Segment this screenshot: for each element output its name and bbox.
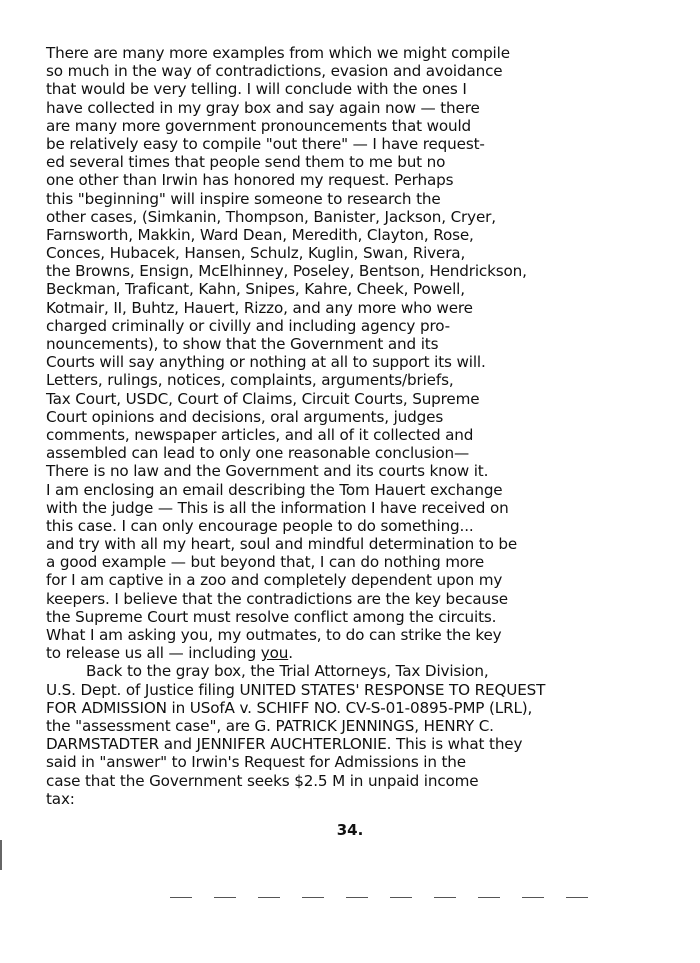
text-line: Kotmair, II, Buhtz, Hauert, Rizzo, and any more who were xyxy=(46,298,473,317)
text-line: Beckman, Traficant, Kahn, Snipes, Kahre, Cheek, Powell, xyxy=(46,280,465,299)
text-line: so much in the way of contradictions, evasion and avoidance xyxy=(46,62,503,81)
text-line: charged criminally or civilly and including agency pro- xyxy=(46,316,450,335)
footer-dashes xyxy=(170,897,630,899)
text-line: be relatively easy to compile "out there" — I have request- xyxy=(46,134,485,153)
handwritten-text-block xyxy=(46,44,658,808)
text-line: ed several times that people send them to me but no xyxy=(46,153,446,172)
text-line: I am enclosing an email describing the Tom Hauert exchange xyxy=(46,480,503,499)
text-line: Tax Court, USDC, Court of Claims, Circuit Courts, Supreme xyxy=(46,389,480,408)
text-line: tax: xyxy=(46,789,75,808)
text-line: have collected in my gray box and say again now — there xyxy=(46,98,480,117)
text-line: this "beginning" will inspire someone to research the xyxy=(46,189,441,208)
text-line: case that the Government seeks $2.5 M in unpaid income xyxy=(46,771,479,790)
text-line: with the judge — This is all the information I have received on xyxy=(46,498,509,517)
text-line: There is no law and the Government and its courts know it. xyxy=(46,462,489,481)
text-line: the "assessment case", are G. PATRICK JENNINGS, HENRY C. xyxy=(46,716,494,735)
text-line: this case. I can only encourage people to do something... xyxy=(46,516,474,535)
text-line: There are many more examples from which we might compile xyxy=(46,44,510,62)
text-line: assembled can lead to only one reasonable conclusion— xyxy=(46,444,469,463)
text-line: Court opinions and decisions, oral arguments, judges xyxy=(46,407,444,426)
sentence-period: . xyxy=(288,644,293,663)
text-line: keepers. I believe that the contradictions are the key because xyxy=(46,589,508,608)
text-line: that would be very telling. I will conclude with the ones I xyxy=(46,80,467,99)
text-line: Courts will say anything or nothing at all to support its will. xyxy=(46,353,486,372)
footer-dash xyxy=(346,897,368,898)
text-line: nouncements), to show that the Government and its xyxy=(46,335,439,353)
text-line: are many more government pronouncements that would xyxy=(46,116,472,135)
text-line: Letters, rulings, notices, complaints, arguments/briefs, xyxy=(46,371,454,390)
text-line: said in "answer" to Irwin's Request for Admissions in the xyxy=(46,753,466,772)
scan-edge-mark xyxy=(0,840,8,870)
text-line: Conces, Hubacek, Hansen, Schulz, Kuglin, Swan, Rivera, xyxy=(46,244,466,263)
footer-dash xyxy=(214,897,236,898)
text-line: What I am asking you, my outmates, to do can strike the key xyxy=(46,626,502,644)
footer-dash xyxy=(302,897,324,898)
footer-dash xyxy=(478,897,500,898)
footer-dash xyxy=(258,897,280,898)
paragraph-start-line: Back to the gray box, the Trial Attorneys, Tax Division, xyxy=(86,662,489,681)
text-line: and try with all my heart, soul and mindful determination to be xyxy=(46,535,518,554)
underlined-word: you xyxy=(260,644,289,663)
text-line: one other than Irwin has honored my request. Perhaps xyxy=(46,171,454,190)
footer-dash xyxy=(390,897,412,898)
footer-dash xyxy=(522,897,544,898)
text-line: comments, newspaper articles, and all of it collected and xyxy=(46,425,474,444)
text-line-start: to release us all — including xyxy=(46,644,257,663)
page-number: 34. xyxy=(336,821,364,839)
text-line: for I am captive in a zoo and completely dependent upon my xyxy=(46,571,503,590)
text-line: FOR ADMISSION in USofA v. SCHIFF NO. CV-S-01-0895-PMP (LRL), xyxy=(46,698,533,717)
text-line: other cases, (Simkanin, Thompson, Banister, Jackson, Cryer, xyxy=(46,207,496,226)
text-line: DARMSTADTER and JENNIFER AUCHTERLONIE. This is what they xyxy=(46,735,523,754)
footer-dash xyxy=(434,897,456,898)
text-line: a good example — but beyond that, I can do nothing more xyxy=(46,553,485,572)
text-line: the Browns, Ensign, McElhinney, Poseley, Bentson, Hendrickson, xyxy=(46,262,527,281)
text-line: Farnsworth, Makkin, Ward Dean, Meredith, Clayton, Rose, xyxy=(46,225,474,244)
text-line: the Supreme Court must resolve conflict among the circuits. xyxy=(46,607,497,626)
text-line-with-underline xyxy=(46,644,658,662)
footer-dash xyxy=(170,897,192,898)
footer-dash xyxy=(566,897,588,898)
text-line: U.S. Dept. of Justice filing UNITED STATES' RESPONSE TO REQUEST xyxy=(46,680,546,699)
